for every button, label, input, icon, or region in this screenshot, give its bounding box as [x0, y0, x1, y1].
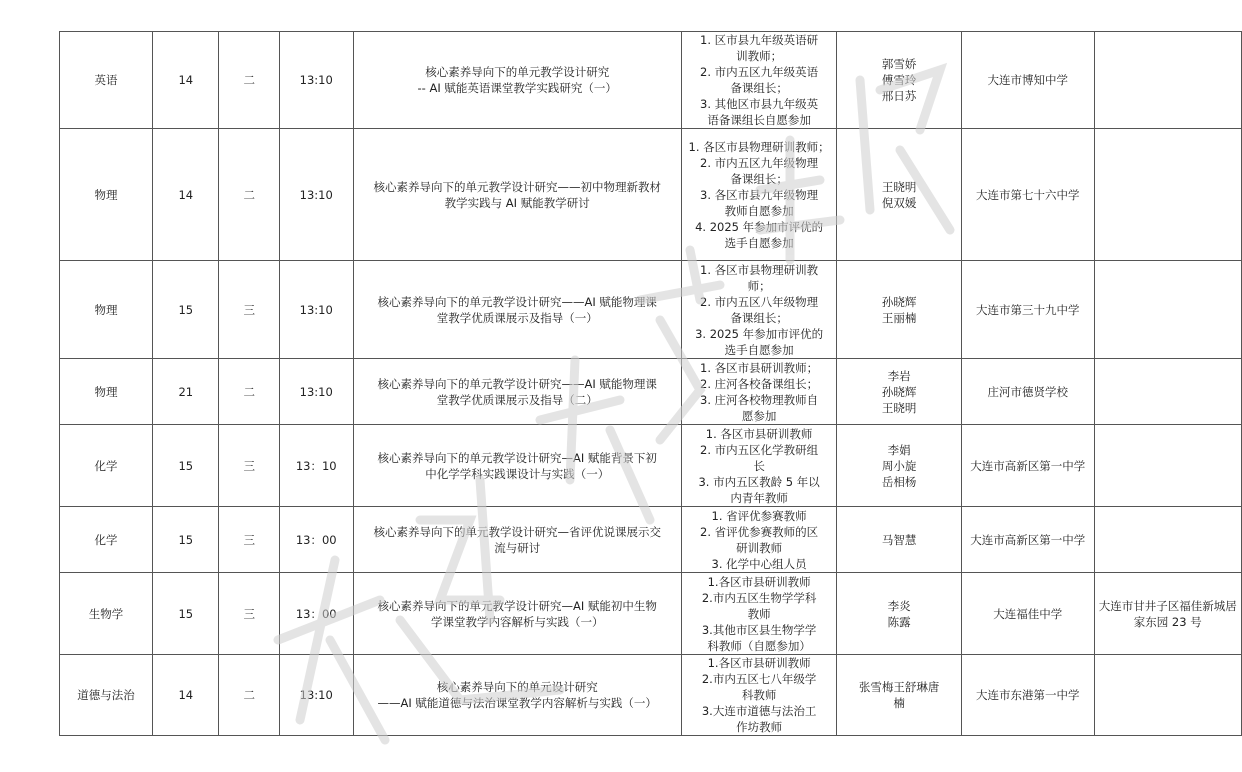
- subject-cell: 物理: [60, 359, 153, 425]
- host-name: 傅雪玲: [881, 73, 917, 87]
- host-name: 陈露: [887, 614, 911, 629]
- week-cell: 15: [153, 261, 219, 359]
- subject-cell: 化学: [60, 507, 153, 573]
- participant-line: 3. 化学中心组人员: [711, 556, 807, 571]
- time-cell: 13:10: [279, 359, 353, 425]
- school-cell: 庄河市德贤学校: [961, 359, 1094, 425]
- week-cell: 15: [153, 507, 219, 573]
- host-name: 张雪梅王舒琳唐: [858, 680, 940, 694]
- participant-line: 备课组长；: [730, 171, 788, 186]
- participant-line: 1. 各区市县物理研训教师；: [688, 139, 830, 154]
- subject-cell: 化学: [60, 425, 153, 507]
- hosts-cell: [837, 129, 962, 261]
- host-name: 王晓明: [881, 400, 917, 415]
- weekday-cell: 二: [219, 655, 279, 736]
- participant-line: 3. 各区市县九年级物理: [700, 187, 819, 202]
- weekday-cell: 三: [219, 573, 279, 655]
- topic-line: 核心素养导向下的单元教学设计研究——AI 赋能物理课: [377, 294, 657, 309]
- hosts-cell: [837, 261, 962, 359]
- school-cell: 大连市博知中学: [961, 32, 1094, 129]
- participant-line: 2. 市内五区八年级物理: [700, 294, 819, 309]
- time-cell: 13：10: [279, 425, 353, 507]
- host-name: 楠: [893, 696, 905, 710]
- participant-line: 2. 市内五区九年级物理: [700, 155, 819, 170]
- address-cell: [1094, 261, 1241, 359]
- address-cell: [1094, 129, 1241, 261]
- school-cell: 大连市高新区第一中学: [961, 507, 1094, 573]
- participant-line: 2.市内五区七八年级学: [701, 672, 817, 686]
- topic-line: -- AI 赋能英语课堂教学实践研究（一）: [417, 81, 617, 95]
- participant-line: 选手自愿参加: [724, 235, 794, 250]
- hosts-cell: [837, 425, 962, 507]
- host-name: 郭雪娇: [881, 57, 917, 71]
- participant-line: 备课组长；: [730, 310, 788, 325]
- address-cell: 大连市甘井子区福佳新城居家东园 23 号: [1094, 573, 1241, 655]
- participants-cell: [681, 655, 836, 736]
- table-row: [60, 573, 1242, 655]
- participant-line: 师；: [747, 278, 771, 293]
- participants-cell: [681, 425, 836, 507]
- time-cell: 13:10: [279, 655, 353, 736]
- school-cell: 大连福佳中学: [961, 573, 1094, 655]
- week-cell: 15: [153, 573, 219, 655]
- subject-cell: 生物学: [60, 573, 153, 655]
- participant-line: 3. 2025 年参加市评优的: [695, 326, 824, 341]
- table-row: [60, 655, 1242, 736]
- topic-line: 核心素养导向下的单元教学设计研究—省评优说课展示交: [373, 524, 661, 539]
- topic-line: 核心素养导向下的单元设计研究: [436, 680, 598, 694]
- participant-line: 教师: [747, 606, 771, 621]
- topic-cell: [353, 359, 681, 425]
- week-cell: 14: [153, 129, 219, 261]
- address-cell: [1094, 655, 1241, 736]
- topic-cell: [353, 573, 681, 655]
- week-cell: 21: [153, 359, 219, 425]
- topic-cell: [353, 655, 681, 736]
- weekday-cell: 二: [219, 32, 279, 129]
- participant-line: 2. 市内五区化学教研组: [700, 442, 819, 457]
- topic-cell: [353, 507, 681, 573]
- host-name: 李娟: [887, 442, 911, 457]
- participant-line: 2. 庄河各校备课组长；: [700, 376, 819, 391]
- topic-line: ——AI 赋能道德与法治课堂教学内容解析与实践（一）: [377, 696, 657, 710]
- weekday-cell: 二: [219, 129, 279, 261]
- school-cell: 大连市第七十六中学: [961, 129, 1094, 261]
- time-cell: 13:10: [279, 32, 353, 129]
- week-cell: 14: [153, 32, 219, 129]
- topic-line: 核心素养导向下的单元教学设计研究—AI 赋能初中生物: [377, 598, 657, 613]
- participant-line: 备课组长；: [730, 81, 788, 95]
- host-name: 孙晓辉: [881, 384, 917, 399]
- participant-line: 3.大连市道德与法治工: [701, 704, 817, 718]
- participant-line: 2.市内五区生物学学科: [701, 590, 817, 605]
- participant-line: 内青年教师: [730, 490, 788, 505]
- topic-cell: [353, 32, 681, 129]
- hosts-cell: [837, 359, 962, 425]
- topic-line: 核心素养导向下的单元教学设计研究—AI 赋能背景下初: [377, 450, 657, 465]
- participant-line: 科教师: [741, 688, 777, 702]
- school-cell: 大连市高新区第一中学: [961, 425, 1094, 507]
- host-name: 孙晓辉: [881, 294, 917, 309]
- time-cell: 13:10: [279, 261, 353, 359]
- participant-line: 3.其他市区县生物学学: [701, 622, 817, 637]
- subject-cell: 道德与法治: [60, 655, 153, 736]
- topic-line: 核心素养导向下的单元教学设计研究——初中物理新教材: [373, 179, 661, 194]
- hosts-cell: [837, 32, 962, 129]
- participant-line: 愿参加: [741, 408, 777, 423]
- table-row: [60, 32, 1242, 129]
- school-cell: 大连市东港第一中学: [961, 655, 1094, 736]
- host-name: 马智慧: [881, 532, 917, 547]
- topic-line: 堂教学优质课展示及指导（二）: [436, 392, 598, 407]
- time-cell: 13：00: [279, 573, 353, 655]
- address-cell: [1094, 425, 1241, 507]
- topic-cell: [353, 261, 681, 359]
- time-cell: 13：00: [279, 507, 353, 573]
- subject-cell: 英语: [60, 32, 153, 129]
- participant-line: 科教师（自愿参加）: [707, 638, 811, 653]
- schedule-table-body: [60, 32, 1242, 736]
- participant-line: 长: [753, 458, 765, 473]
- participant-line: 1.各区市县研训教师: [707, 574, 811, 589]
- participant-line: 1. 各区市县研训教师: [705, 426, 813, 441]
- participants-cell: [681, 359, 836, 425]
- table-row: [60, 359, 1242, 425]
- weekday-cell: 三: [219, 261, 279, 359]
- participant-line: 1.各区市县研训教师: [707, 656, 811, 670]
- table-row: [60, 129, 1242, 261]
- participant-line: 3. 庄河各校物理教师自: [700, 392, 819, 407]
- participant-line: 研训教师: [736, 540, 783, 555]
- hosts-cell: [837, 655, 962, 736]
- subject-cell: 物理: [60, 261, 153, 359]
- table-row: [60, 507, 1242, 573]
- participant-line: 语备课组长自愿参加: [707, 113, 811, 127]
- host-name: 岳相杨: [881, 474, 917, 489]
- subject-cell: 物理: [60, 129, 153, 261]
- weekday-cell: 三: [219, 507, 279, 573]
- time-cell: 13:10: [279, 129, 353, 261]
- address-cell: [1094, 359, 1241, 425]
- school-cell: 大连市第三十九中学: [961, 261, 1094, 359]
- week-cell: 15: [153, 425, 219, 507]
- host-name: 倪双媛: [881, 195, 917, 210]
- participant-line: 4. 2025 年参加市评优的: [695, 219, 824, 234]
- topic-line: 堂教学优质课展示及指导（一）: [436, 310, 598, 325]
- weekday-cell: 三: [219, 425, 279, 507]
- participant-line: 1. 区市县九年级英语研: [700, 33, 819, 47]
- week-cell: 14: [153, 655, 219, 736]
- participant-line: 1. 省评优参赛教师: [711, 508, 807, 523]
- table-row: [60, 261, 1242, 359]
- table-row: [60, 425, 1242, 507]
- participant-line: 1. 各区市县研训教师；: [700, 360, 819, 375]
- topic-line: 学课堂教学内容解析与实践（一）: [430, 614, 604, 629]
- host-name: 李炎: [887, 598, 911, 613]
- participants-cell: [681, 507, 836, 573]
- participant-line: 2. 省评优参赛教师的区: [700, 524, 819, 539]
- participant-line: 3. 其他区市县九年级英: [700, 97, 819, 111]
- topic-cell: [353, 425, 681, 507]
- participant-line: 作坊教师: [736, 720, 783, 734]
- participant-line: 训教师；: [736, 49, 783, 63]
- address-cell: [1094, 32, 1241, 129]
- participant-line: 选手自愿参加: [724, 342, 794, 357]
- participant-line: 3. 市内五区教龄 5 年以: [698, 474, 820, 489]
- participant-line: 2. 市内五区九年级英语: [700, 65, 819, 79]
- hosts-cell: [837, 573, 962, 655]
- schedule-table: [59, 31, 1242, 736]
- participants-cell: [681, 573, 836, 655]
- topic-line: 核心素养导向下的单元教学设计研究——AI 赋能物理课: [377, 376, 657, 391]
- topic-line: 教学实践与 AI 赋能教学研讨: [444, 195, 590, 210]
- hosts-cell: [837, 507, 962, 573]
- weekday-cell: 二: [219, 359, 279, 425]
- host-name: 王晓明: [881, 179, 917, 194]
- participant-line: 1. 各区市县物理研训教: [700, 262, 819, 277]
- participants-cell: [681, 129, 836, 261]
- topic-line: 流与研讨: [494, 540, 541, 555]
- topic-cell: [353, 129, 681, 261]
- participants-cell: [681, 261, 836, 359]
- participants-cell: [681, 32, 836, 129]
- host-name: 王丽楠: [881, 310, 917, 325]
- host-name: 周小旋: [881, 458, 917, 473]
- topic-line: 核心素养导向下的单元教学设计研究: [425, 65, 610, 79]
- topic-line: 中化学学科实践课设计与实践（一）: [425, 466, 610, 481]
- host-name: 邢日苏: [881, 89, 917, 103]
- participant-line: 教师自愿参加: [724, 203, 794, 218]
- address-cell: [1094, 507, 1241, 573]
- host-name: 李岩: [887, 368, 911, 383]
